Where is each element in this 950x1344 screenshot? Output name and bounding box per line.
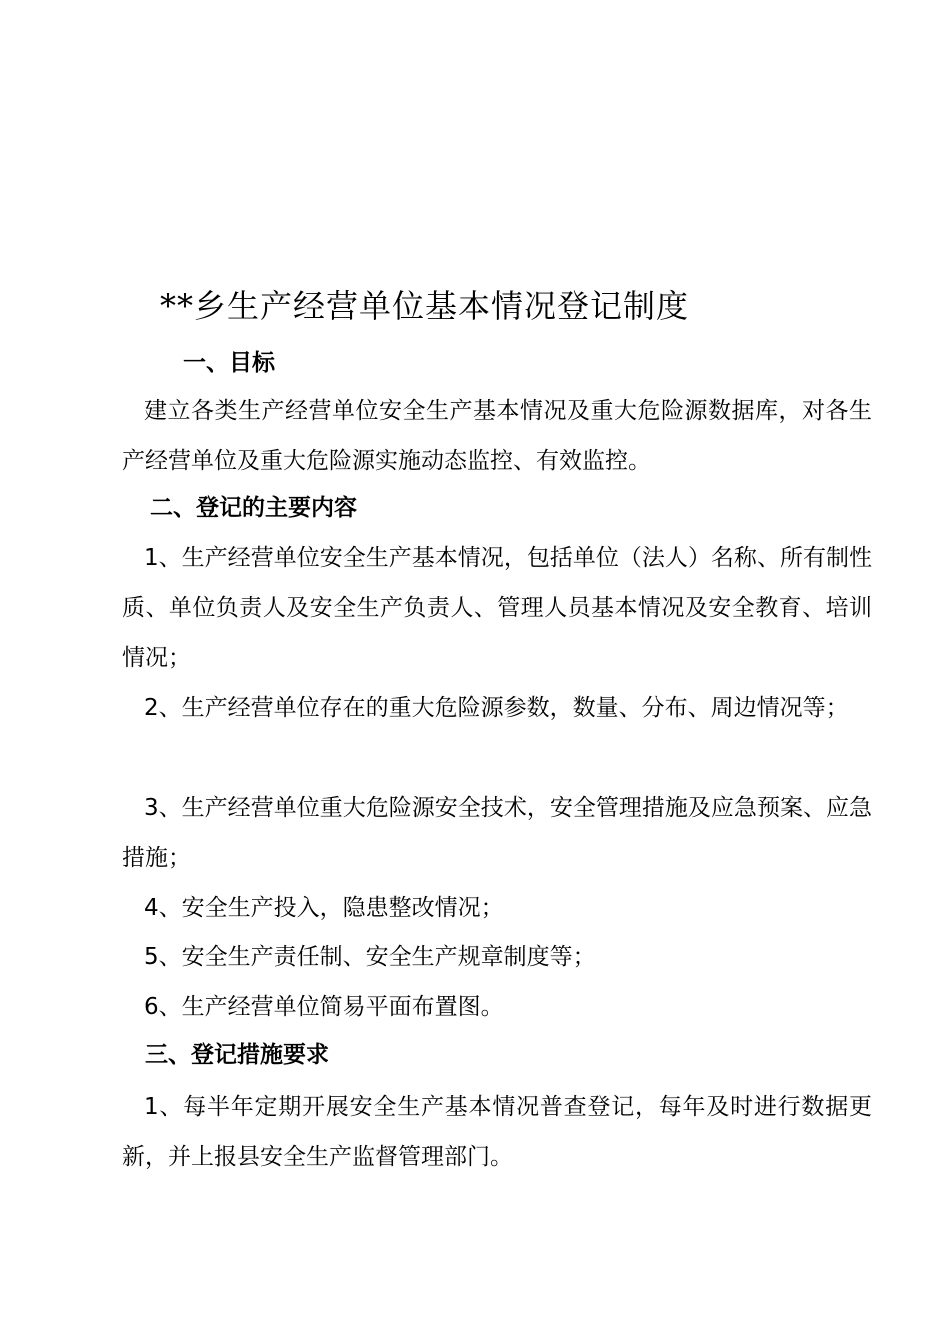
paragraph-content-item-3: 3、生产经营单位重大危险源安全技术，安全管理措施及应急预案、应急措施； — [122, 795, 872, 871]
section-heading-registration-content: 二、登记的主要内容 — [150, 495, 357, 521]
paragraph-content-item-5: 5、安全生产责任制、安全生产规章制度等； — [144, 944, 596, 970]
paragraph-content-item-4: 4、安全生产投入，隐患整改情况； — [144, 895, 504, 921]
section-heading-registration-requirements: 三、登记措施要求 — [145, 1042, 329, 1068]
paragraph-content-item-2: 2、生产经营单位存在的重大危险源参数，数量、分布、周边情况等； — [144, 695, 849, 721]
document-title: **乡生产经营单位基本情况登记制度 — [160, 287, 690, 325]
paragraph-content-item-6: 6、生产经营单位简易平面布置图。 — [144, 994, 504, 1020]
paragraph-requirement-item-1: 1、每半年定期开展安全生产基本情况普查登记，每年及时进行数据更新，并上报县安全生产监督管理部门。 — [122, 1094, 872, 1170]
paragraph-content-item-1: 1、生产经营单位安全生产基本情况，包括单位（法人）名称、所有制性质、单位负责人及安全生产负责人、管理人员基本情况及安全教育、培训情况； — [122, 545, 872, 671]
paragraph-goal: 建立各类生产经营单位安全生产基本情况及重大危险源数据库，对各生产经营单位及重大危险源实施动态监控、有效监控。 — [122, 398, 872, 474]
section-heading-goal: 一、目标 — [183, 350, 275, 376]
